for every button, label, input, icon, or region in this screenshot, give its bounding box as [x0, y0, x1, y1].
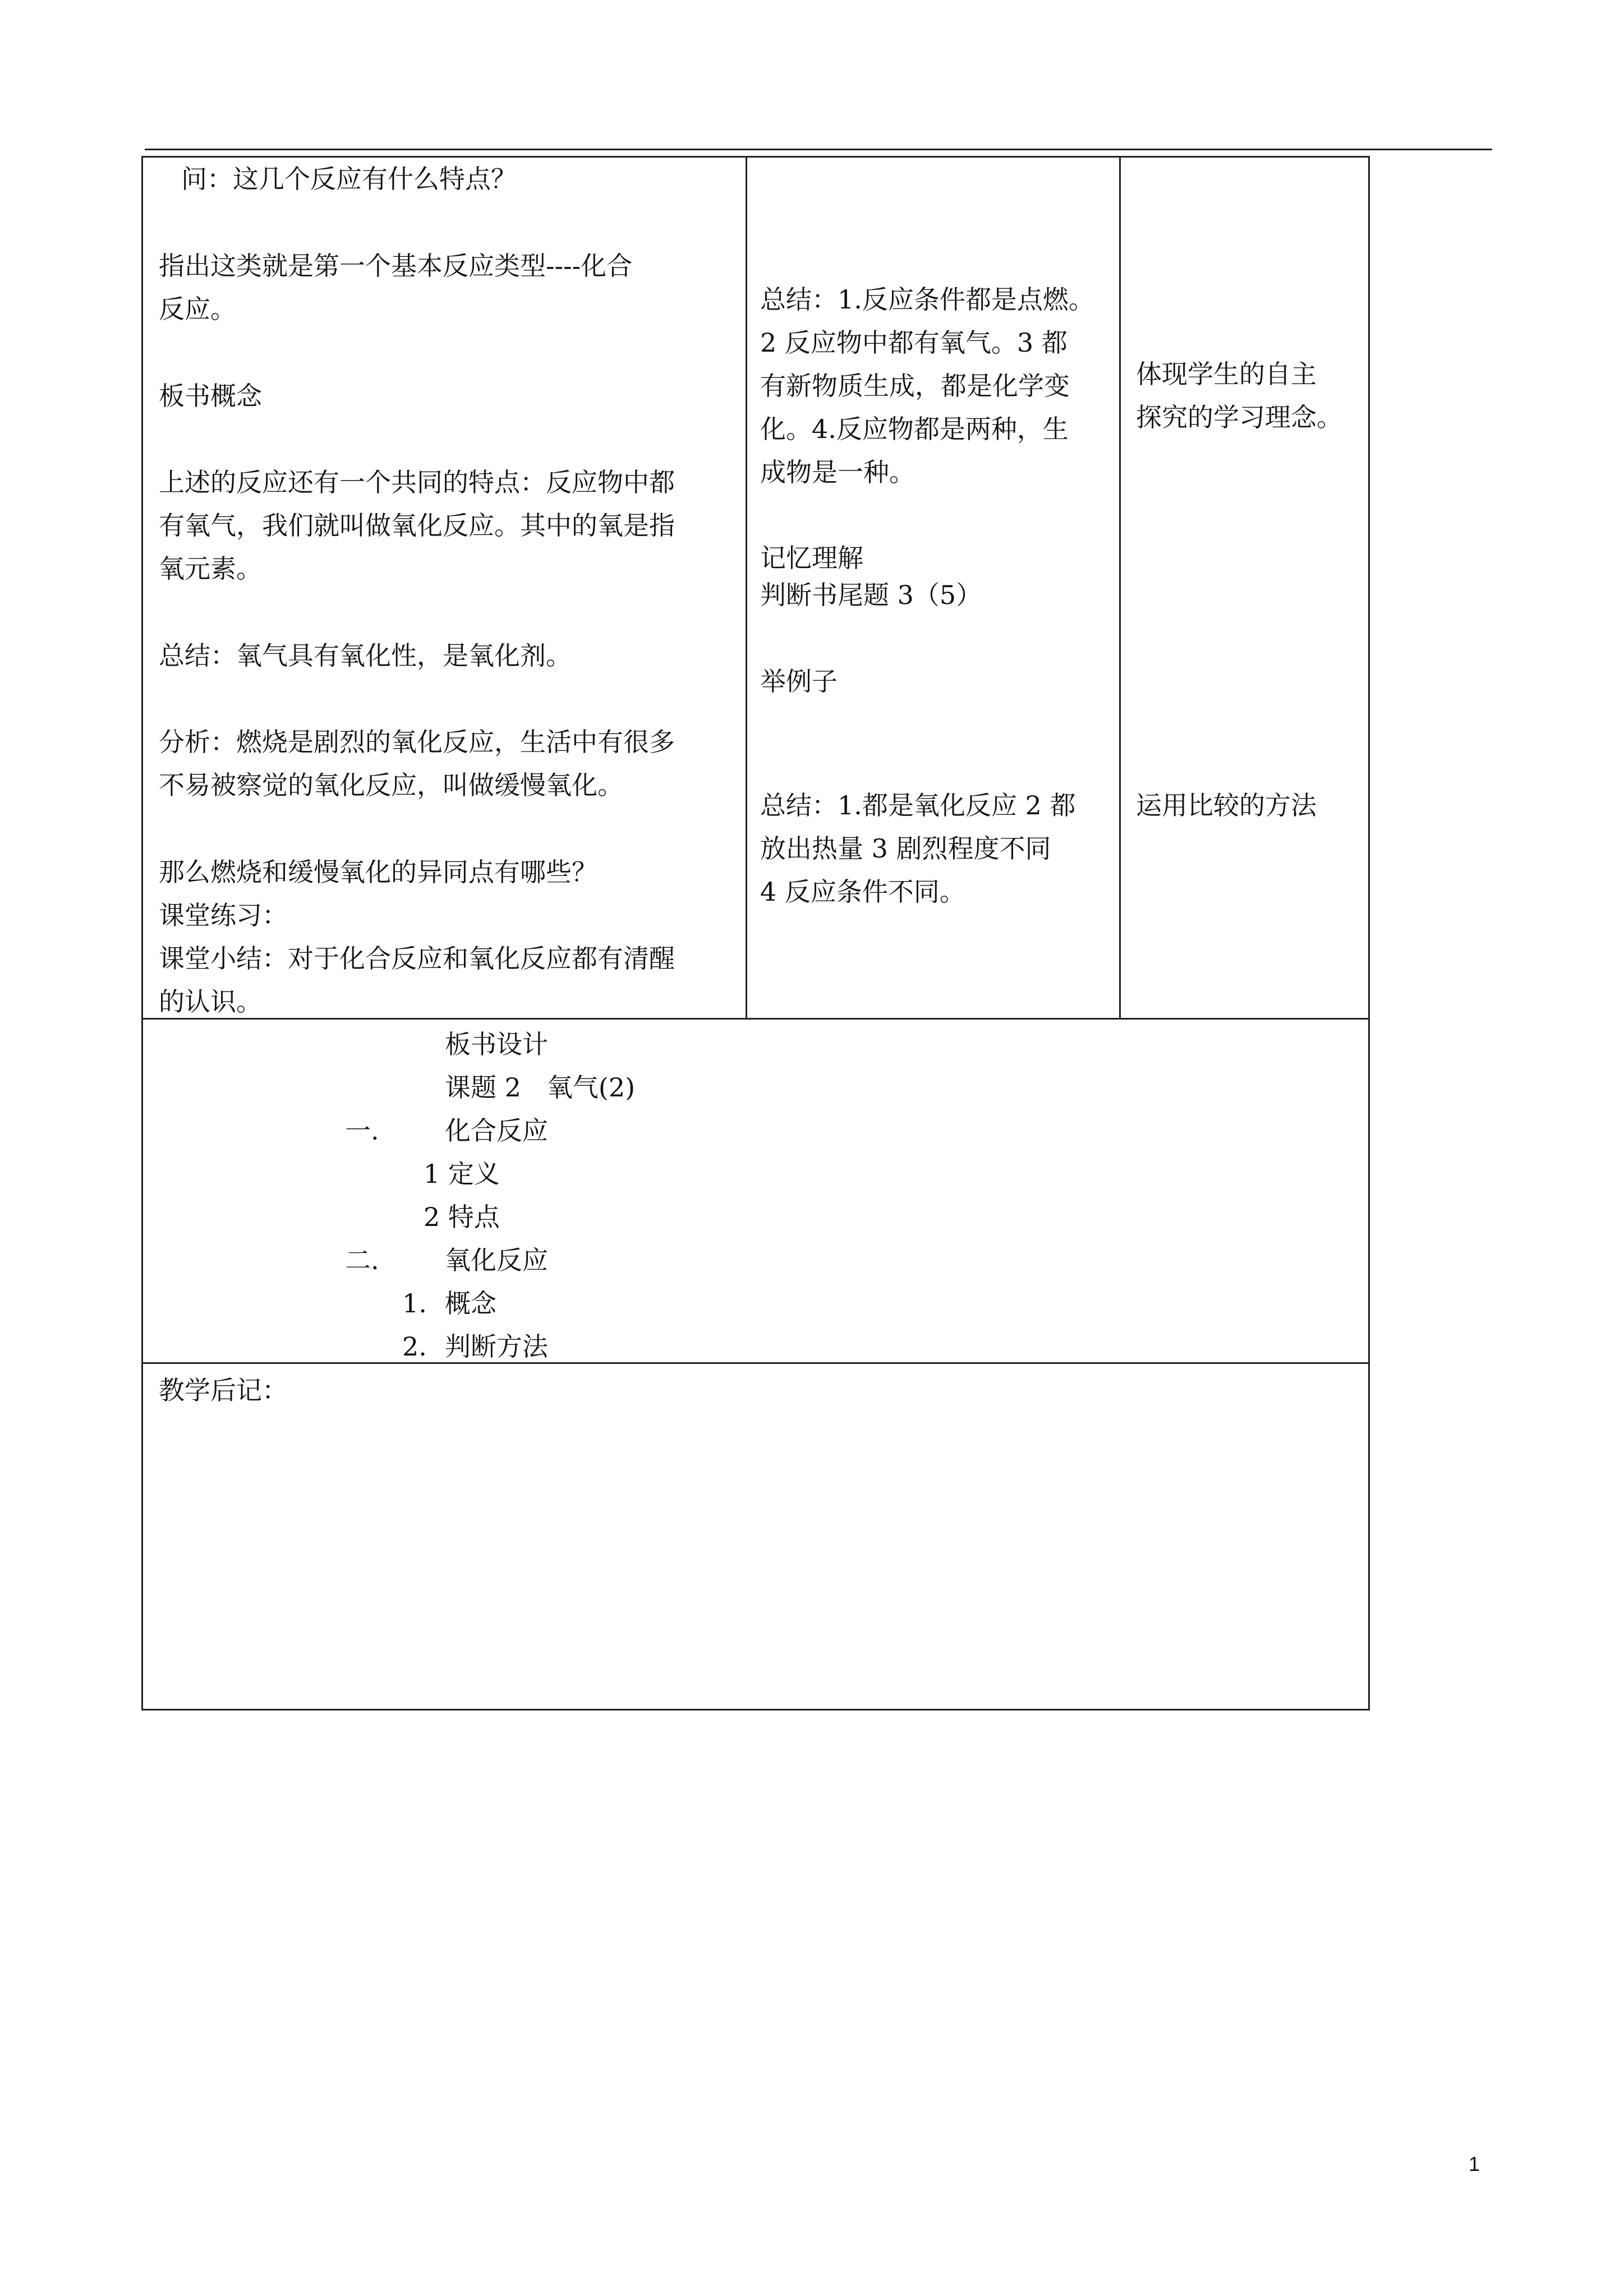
lesson-table — [141, 156, 1370, 1711]
middle-text-line: 判断书尾题 3（5） — [760, 580, 982, 610]
afterword-label: 教学后记： — [159, 1375, 288, 1405]
left-text-line: 板书概念 — [159, 381, 262, 411]
left-text-line: 氧元素。 — [159, 554, 262, 584]
section-item: 2 特点 — [424, 1202, 500, 1232]
left-text-line: 的认识。 — [159, 986, 262, 1017]
section-item: 判断方法 — [445, 1331, 548, 1362]
section-item-number: 2. — [402, 1331, 427, 1362]
left-text-line: 不易被察觉的氧化反应，叫做缓慢氧化。 — [159, 770, 623, 800]
middle-text-line: 化。4.反应物都是两种，生 — [760, 414, 1069, 444]
middle-text-line: 放出热量 3 剧烈程度不同 — [760, 833, 1051, 864]
middle-text-line: 记忆理解 — [760, 543, 863, 573]
middle-text-line: 4 反应条件不同。 — [760, 877, 965, 907]
row-divider — [143, 1362, 1368, 1364]
middle-text-line: 2 反应物中都有氧气。3 都 — [760, 328, 1068, 358]
column-divider — [746, 158, 747, 1020]
board-design-title: 板书设计 — [445, 1029, 548, 1059]
left-text-line: 问：这几个反应有什么特点？ — [181, 164, 517, 194]
middle-text-line: 成物是一种。 — [760, 457, 915, 487]
header-rule — [145, 149, 1492, 150]
right-text-line: 体现学生的自主 — [1136, 359, 1317, 389]
middle-text-line: 总结：1.反应条件都是点燃。 — [760, 284, 1094, 315]
left-text-line: 课堂练习： — [159, 900, 288, 930]
left-text-line: 上述的反应还有一个共同的特点：反应物中都 — [159, 467, 675, 497]
section-number: 一. — [345, 1115, 379, 1146]
left-text-line: 指出这类就是第一个基本反应类型----化合 — [159, 251, 633, 281]
middle-text-line: 总结：1.都是氧化反应 2 都 — [760, 790, 1076, 820]
section-title: 化合反应 — [445, 1115, 548, 1146]
left-text-line: 反应。 — [159, 294, 236, 324]
right-text-line: 运用比较的方法 — [1136, 790, 1317, 820]
left-text-line: 分析：燃烧是剧烈的氧化反应，生活中有很多 — [159, 727, 675, 757]
left-text-line: 课堂小结：对于化合反应和氧化反应都有清醒 — [159, 943, 675, 974]
section-number: 二. — [345, 1245, 379, 1275]
middle-text-line: 有新物质生成，都是化学变 — [760, 371, 1070, 401]
section-title: 氧化反应 — [445, 1245, 548, 1275]
right-text-line: 探究的学习理念。 — [1136, 402, 1342, 432]
middle-text-line: 举例子 — [760, 666, 838, 697]
column-divider — [1119, 158, 1121, 1020]
page-number: 1 — [1469, 2152, 1480, 2175]
section-item: 概念 — [445, 1288, 496, 1318]
left-text-line: 有氧气，我们就叫做氧化反应。其中的氧是指 — [159, 510, 675, 541]
row-divider — [143, 1018, 1368, 1020]
section-item-number: 1. — [402, 1288, 427, 1318]
section-item: 1 定义 — [424, 1159, 500, 1189]
left-text-line: 那么燃烧和缓慢氧化的异同点有哪些？ — [159, 857, 597, 887]
left-text-line: 总结：氧气具有氧化性，是氧化剂。 — [159, 640, 572, 671]
board-design-subtitle: 课题 2 氧气(2) — [445, 1072, 636, 1103]
